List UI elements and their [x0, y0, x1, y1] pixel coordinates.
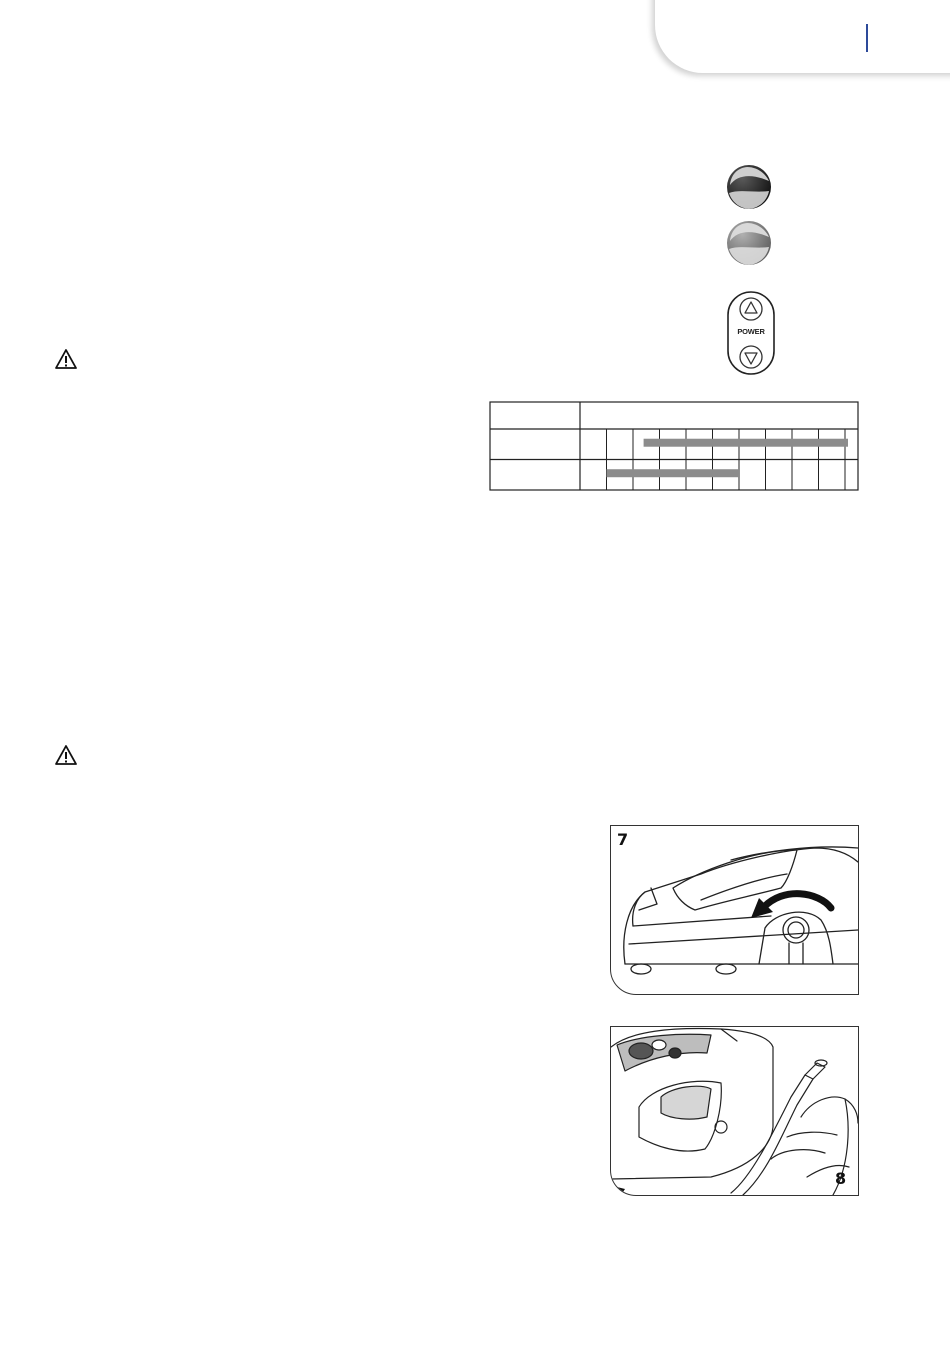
power-label: POWER [737, 327, 765, 336]
header-divider [866, 24, 868, 52]
device-side-illustration [611, 826, 858, 994]
knob-dark-icon [725, 163, 773, 211]
arrow-down-icon[interactable] [738, 344, 764, 370]
figure-number: 7 [617, 830, 629, 849]
figure-number: 8 [835, 1169, 847, 1188]
power-control[interactable] [726, 290, 776, 376]
chart-bar [607, 469, 740, 477]
setting-chart [489, 401, 859, 491]
warning-triangle-icon [55, 349, 77, 369]
header-tab [655, 0, 950, 73]
figure-8 [610, 1026, 859, 1196]
device-handpiece-illustration [611, 1027, 858, 1195]
warning-triangle-icon [55, 745, 77, 765]
chart-bar [644, 439, 848, 447]
arrow-up-icon[interactable] [738, 296, 764, 322]
knob-grey-icon [725, 219, 773, 267]
figure-7 [610, 825, 859, 995]
